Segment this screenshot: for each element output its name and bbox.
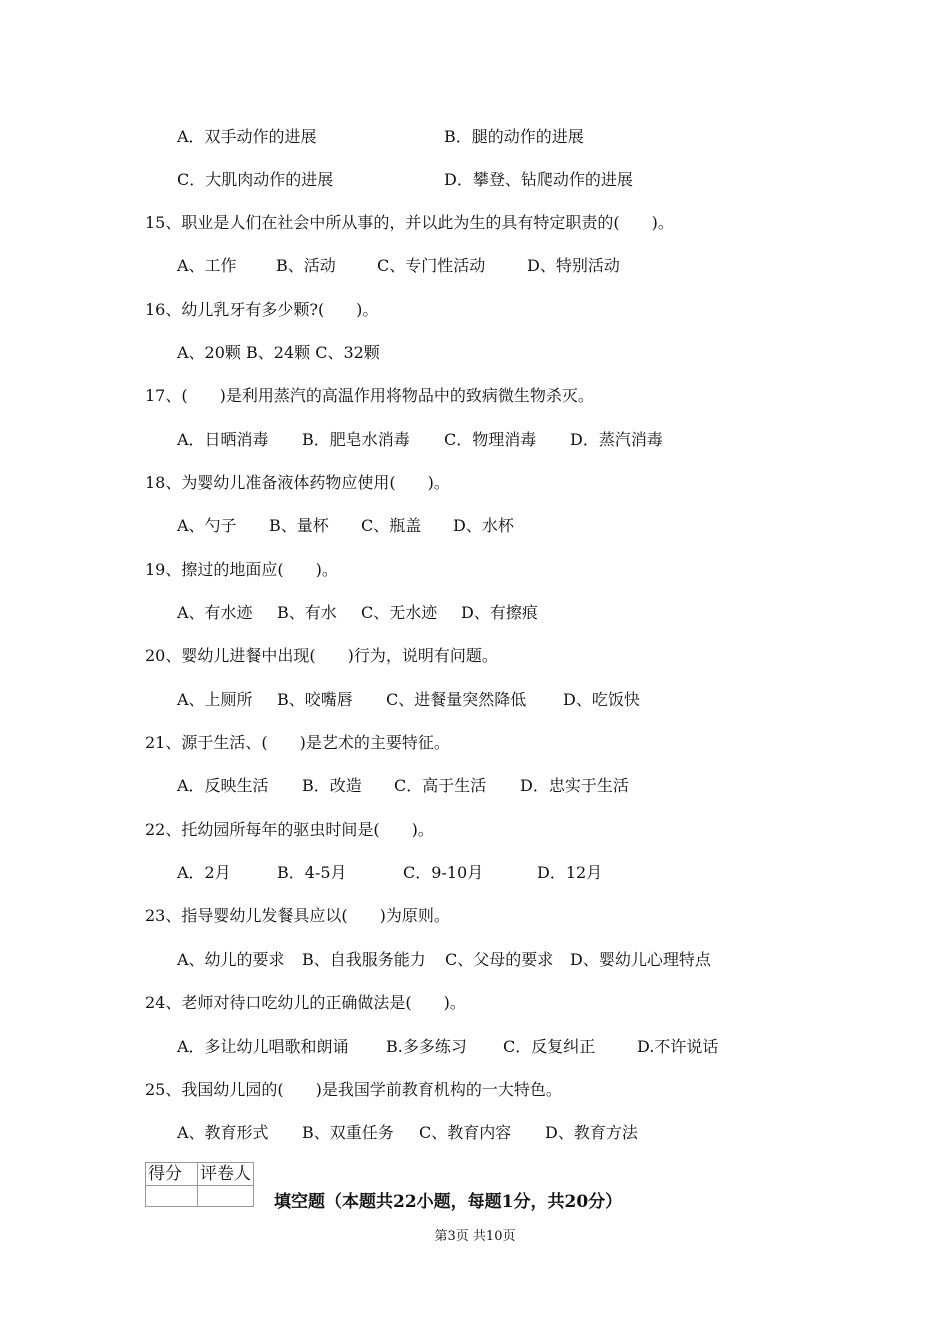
q18-options xyxy=(0,516,950,536)
q24-option-a: A．多让幼儿唱歌和朗诵 xyxy=(177,1037,349,1056)
question-16: 16、幼儿乳牙有多少颗?( )。 xyxy=(145,300,379,319)
q23-option-d: D、婴幼儿心理特点 xyxy=(570,950,711,969)
q15-option-d: D、特别活动 xyxy=(527,256,620,275)
q24-option-d: D.不许说话 xyxy=(637,1037,719,1056)
q25-option-b: B、双重任务 xyxy=(302,1123,394,1142)
q14-option-d: D．攀登、钻爬动作的进展 xyxy=(444,170,633,189)
question-20: 20、婴幼儿进餐中出现( )行为，说明有问题。 xyxy=(145,646,498,665)
question-21: 21、源于生活、( )是艺术的主要特征。 xyxy=(145,733,450,752)
q25-option-d: D、教育方法 xyxy=(545,1123,638,1142)
q24-options xyxy=(0,1037,950,1057)
q21-options xyxy=(0,776,950,796)
section-title: 填空题（本题共22小题，每题1分，共20分） xyxy=(274,1192,623,1212)
q17-option-a: A．日晒消毒 xyxy=(177,430,269,449)
question-19: 19、擦过的地面应( )。 xyxy=(145,560,338,579)
score-cell[interactable] xyxy=(146,1186,198,1207)
q17-option-c: C．物理消毒 xyxy=(444,430,537,449)
question-18: 18、为婴幼儿准备液体药物应使用( )。 xyxy=(145,473,450,492)
q25-option-a: A、教育形式 xyxy=(177,1123,269,1142)
q20-option-d: D、吃饭快 xyxy=(563,690,640,709)
q15-option-a: A、工作 xyxy=(177,256,237,275)
q19-option-a: A、有水迹 xyxy=(177,603,253,622)
q23-option-a: A、幼儿的要求 xyxy=(177,950,285,969)
q15-option-c: C、专门性活动 xyxy=(377,256,486,275)
q19-options xyxy=(0,603,950,623)
q18-option-d: D、水杯 xyxy=(453,516,514,535)
q20-option-b: B、咬嘴唇 xyxy=(277,690,353,709)
question-17: 17、( )是利用蒸汽的高温作用将物品中的致病微生物杀灭。 xyxy=(145,386,594,405)
grader-cell[interactable] xyxy=(198,1186,254,1207)
q22-option-d: D．12月 xyxy=(537,863,603,882)
q19-option-b: B、有水 xyxy=(277,603,337,622)
q17-option-b: B．肥皂水消毒 xyxy=(302,430,410,449)
q22-options xyxy=(0,863,950,883)
q19-option-c: C、无水迹 xyxy=(361,603,438,622)
q22-option-b: B．4-5月 xyxy=(277,863,347,882)
q20-options xyxy=(0,690,950,710)
score-label: 得分 xyxy=(146,1163,198,1186)
q23-option-c: C、父母的要求 xyxy=(445,950,554,969)
q15-options xyxy=(0,256,950,276)
q25-options xyxy=(0,1123,950,1143)
q20-option-a: A、上厕所 xyxy=(177,690,253,709)
q16-options-text: A、20颗 B、24颗 C、32颗 xyxy=(177,343,380,362)
q17-options xyxy=(0,430,950,450)
q21-option-b: B．改造 xyxy=(302,776,362,795)
q14-options-row-1 xyxy=(0,127,950,147)
q16-options xyxy=(0,343,950,363)
q19-option-d: D、有擦痕 xyxy=(461,603,538,622)
q15-option-b: B、活动 xyxy=(276,256,336,275)
q22-option-c: C．9-10月 xyxy=(403,863,484,882)
q20-option-c: C、进餐量突然降低 xyxy=(386,690,527,709)
q24-option-b: B.多多练习 xyxy=(386,1037,467,1056)
question-22: 22、托幼园所每年的驱虫时间是( )。 xyxy=(145,820,434,839)
q21-option-a: A．反映生活 xyxy=(177,776,269,795)
q18-option-c: C、瓶盖 xyxy=(361,516,422,535)
score-box xyxy=(145,1162,254,1207)
q18-option-a: A、勺子 xyxy=(177,516,237,535)
q21-option-c: C．高于生活 xyxy=(394,776,487,795)
q14-option-b: B．腿的动作的进展 xyxy=(444,127,584,146)
q25-option-c: C、教育内容 xyxy=(419,1123,512,1142)
question-23: 23、指导婴幼儿发餐具应以( )为原则。 xyxy=(145,906,450,925)
grader-label: 评卷人 xyxy=(198,1163,254,1186)
q24-option-c: C．反复纠正 xyxy=(503,1037,596,1056)
q17-option-d: D．蒸汽消毒 xyxy=(570,430,663,449)
q14-option-a: A．双手动作的进展 xyxy=(177,127,317,146)
page-footer: 第3页 共10页 xyxy=(434,1229,516,1244)
q23-option-b: B、自我服务能力 xyxy=(302,950,426,969)
q23-options xyxy=(0,950,950,970)
question-15: 15、职业是人们在社会中所从事的，并以此为生的具有特定职责的( )。 xyxy=(145,213,674,232)
q14-option-c: C．大肌肉动作的进展 xyxy=(177,170,334,189)
question-25: 25、我国幼儿园的( )是我国学前教育机构的一大特色。 xyxy=(145,1080,562,1099)
q18-option-b: B、量杯 xyxy=(269,516,329,535)
q22-option-a: A．2月 xyxy=(177,863,231,882)
q14-options-row-2 xyxy=(0,170,950,190)
question-24: 24、老师对待口吃幼儿的正确做法是( )。 xyxy=(145,993,466,1012)
q21-option-d: D．忠实于生活 xyxy=(520,776,629,795)
